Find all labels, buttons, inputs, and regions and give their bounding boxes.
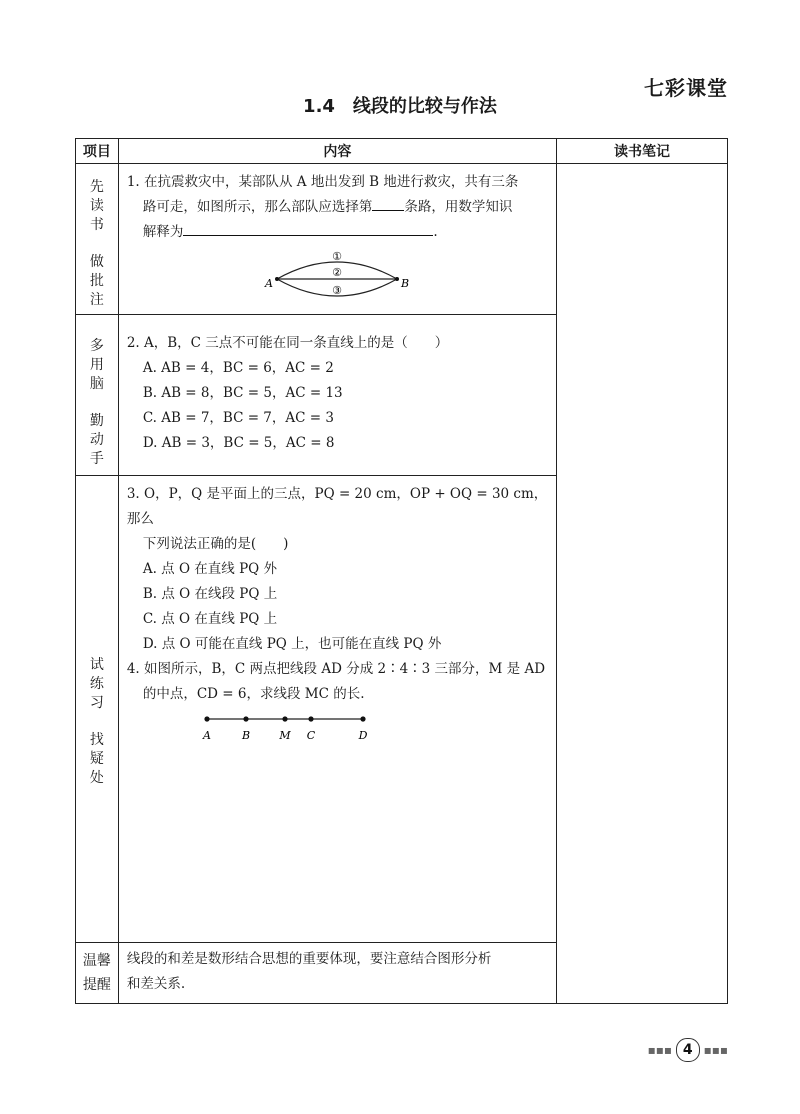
section-label: 温馨 提醒 <box>76 943 119 1004</box>
question-2 <box>118 315 556 476</box>
segment-point-label: D <box>358 729 368 742</box>
header-item: 项目 <box>76 139 119 164</box>
segment-figure <box>197 709 397 745</box>
table-header-row <box>76 139 728 164</box>
q1-line2: 路可走，如图所示，那么部队应选择第 条路，用数学知识 <box>142 199 513 215</box>
questions-3-4 <box>118 476 556 943</box>
notes-column[interactable] <box>556 164 727 1004</box>
q2-option-a: A. AB = 4，BC = 6，AC = 2 <box>142 360 334 376</box>
q2-option-b: B. AB = 8，BC = 5，AC = 13 <box>142 385 343 401</box>
table-row <box>76 164 728 315</box>
q2-stem: 2. A，B，C 三点不可能在同一条直线上的是（ ） <box>126 335 449 351</box>
path-label-1: ① <box>332 250 343 263</box>
answer-blank[interactable] <box>372 210 404 211</box>
section-label: 先 读 书 做 批 注 <box>76 164 119 315</box>
segment-point-label: B <box>241 729 250 742</box>
page-number-badge: ▪▪▪ 4 ▪▪▪ <box>648 1038 728 1062</box>
segment-point <box>282 716 287 721</box>
section-label: 多 用 脑 勤 动 手 <box>76 315 119 476</box>
q2-option-d: D. AB = 3，BC = 5，AC = 8 <box>142 435 335 451</box>
q3-line1: 3. O，P，Q 是平面上的三点，PQ = 20 cm，OP + OQ = 30 cm，那么 <box>126 486 548 527</box>
q3-line2: 下列说法正确的是( ) <box>142 536 289 552</box>
path-label-2: ② <box>332 266 343 279</box>
page-title: 1.4 线段的比较与作法 <box>303 96 497 117</box>
brand-logo: 七彩课堂 <box>644 76 728 100</box>
page-number: 4 <box>676 1038 700 1062</box>
q3-option-a: A. 点 O 在直线 PQ 外 <box>142 561 278 577</box>
header-content: 内容 <box>118 139 556 164</box>
path-label-3: ③ <box>332 284 343 297</box>
q1-line3: 解释为 . <box>142 224 438 240</box>
q3-option-d: D. 点 O 可能在直线 PQ 上，也可能在直线 PQ 外 <box>142 636 442 652</box>
three-paths-figure <box>257 247 417 299</box>
tip-line2: 和差关系. <box>126 976 186 992</box>
q3-option-b: B. 点 O 在线段 PQ 上 <box>142 586 278 602</box>
study-table <box>75 138 728 1004</box>
q3-option-c: C. 点 O 在直线 PQ 上 <box>142 611 278 627</box>
segment-point-label: C <box>306 729 316 742</box>
q4-line1: 4. 如图所示，B，C 两点把线段 AD 分成 2∶4∶3 三部分，M 是 AD <box>126 661 546 677</box>
q2-option-c: C. AB = 7，BC = 7，AC = 3 <box>142 410 334 426</box>
segment-point <box>243 716 248 721</box>
tip-line1: 线段的和差是数形结合思想的重要体现，要注意结合图形分析 <box>126 951 492 967</box>
section-label: 试 练 习 找 疑 处 <box>76 476 119 943</box>
q1-line1: 1. 在抗震救灾中，某部队从 A 地出发到 B 地进行救灾，共有三条 <box>126 174 519 190</box>
point-label-a: A <box>265 277 274 290</box>
segment-point <box>360 716 365 721</box>
segment-point <box>204 716 209 721</box>
question-1 <box>118 164 556 315</box>
segment-point-label: M <box>279 729 291 742</box>
tip-content <box>118 943 556 1004</box>
q4-line2: 的中点，CD = 6，求线段 MC 的长. <box>142 686 365 702</box>
segment-point <box>308 716 313 721</box>
answer-blank[interactable] <box>183 235 433 236</box>
header-notes: 读书笔记 <box>556 139 727 164</box>
segment-point-label: A <box>202 729 211 742</box>
point-label-b: B <box>401 277 410 290</box>
